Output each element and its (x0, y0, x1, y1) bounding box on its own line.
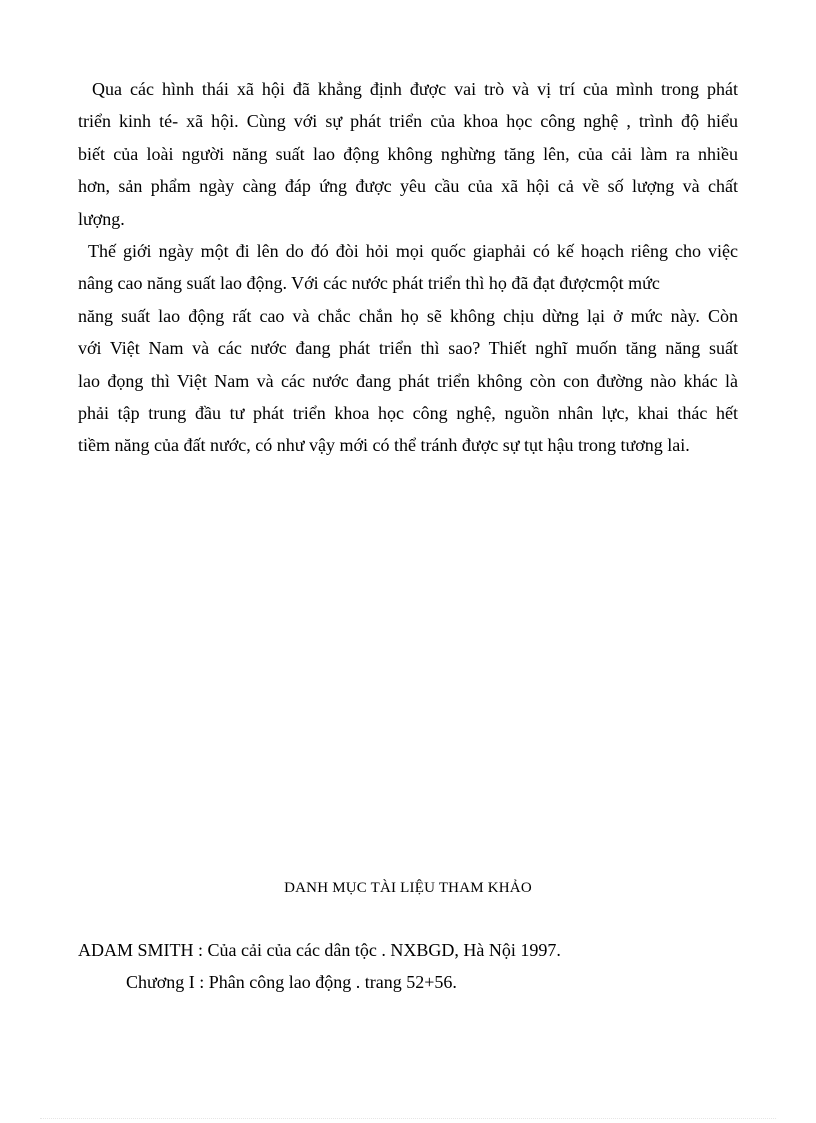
paragraph-2-line-3: năng suất lao động rất cao và chắc chắn họ sẽ không chịu dừng lại ở mức này. Còn (78, 305, 738, 326)
reference-entry: ADAM SMITH : Của cải của các dân tộc . NXBGD, Hà Nội 1997. (78, 940, 561, 960)
references-title: DANH MỤC TÀI LIỆU THAM KHẢO (284, 880, 532, 896)
paragraph-1-line-3: biết của loài người năng suất lao động không nghừng tăng lên, của cải làm ra nhiều (78, 143, 738, 164)
paragraph-1-line-5: lượng. (78, 208, 125, 229)
page-bottom-divider (40, 1118, 776, 1119)
paragraph-2-line-2: nâng cao năng suất lao động. Với các nước phát triển thì họ đã đạt đượcmột mức (78, 273, 660, 294)
paragraph-2-line-6: phải tập trung đầu tư phát triển khoa học công nghệ, nguồn nhân lực, khai thác hết (78, 403, 738, 424)
body-text (78, 73, 738, 462)
reference-sub-entry: Chương I : Phân công lao động . trang 52+56. (126, 972, 457, 992)
paragraph-2-line-1: Thế giới ngày một đi lên do đó đòi hỏi mọi quốc giaphải có kế hoạch riêng cho việc (88, 241, 738, 262)
paragraph-2-line-4: với Việt Nam và các nước đang phát triển thì sao? Thiết nghĩ muốn tăng năng suất (78, 338, 738, 359)
paragraph-2-line-7: tiềm năng của đất nước, có như vậy mới có thể tránh được sự tụt hậu trong tương lai. (78, 435, 690, 456)
paragraph-1-line-4: hơn, sản phẩm ngày càng đáp ứng được yêu cầu của xã hội cả về số lượng và chất (78, 176, 738, 197)
paragraph-1-line-1: Qua các hình thái xã hội đã khẳng định được vai trò và vị trí của mình trong phát (92, 79, 738, 99)
paragraph-2-line-5: lao đọng thì Việt Nam và các nước đang phát triển không còn con đường nào khác là (78, 370, 738, 391)
paragraph-1-line-2: triển kinh té- xã hội. Cùng với sự phát triển của khoa học công nghệ , trình độ hiểu (78, 111, 738, 132)
